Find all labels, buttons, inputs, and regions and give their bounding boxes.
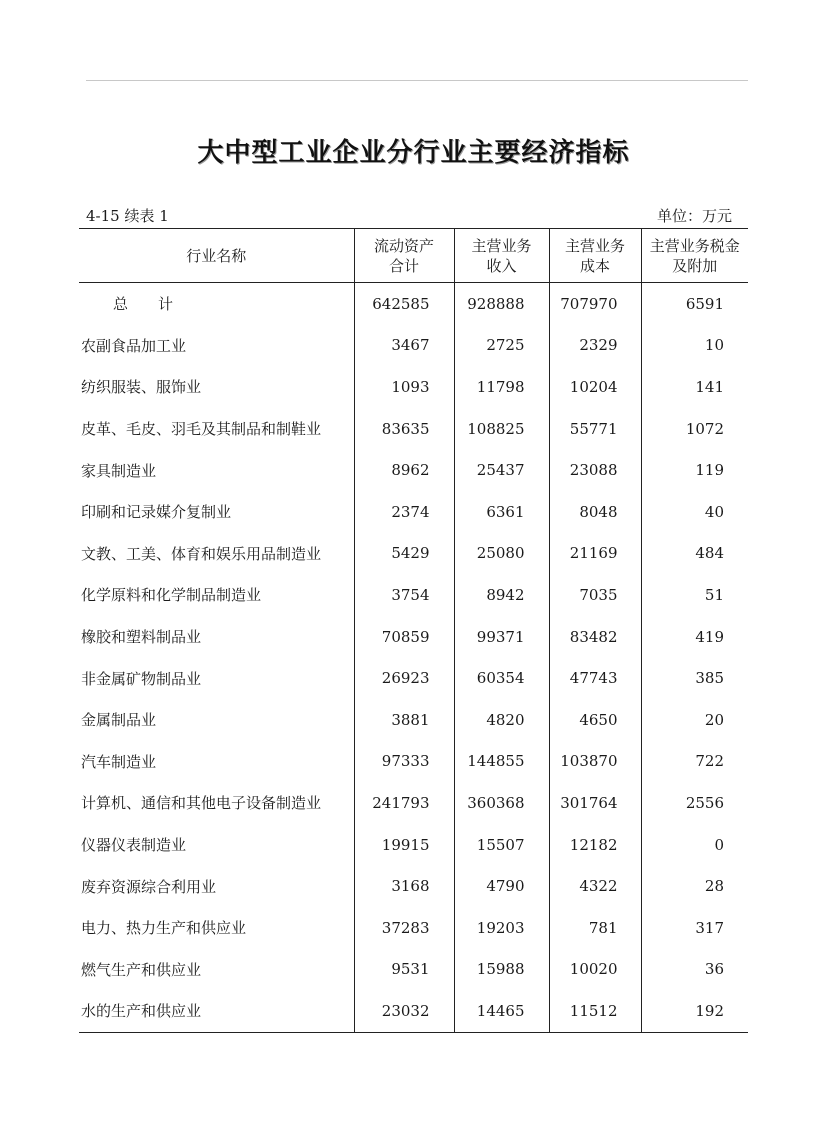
main-cost-value: 2329 — [549, 325, 641, 367]
current-assets-value: 2374 — [354, 491, 454, 533]
main-tax-value: 385 — [641, 657, 748, 699]
table-row — [79, 449, 748, 491]
industry-name: 金属制品业 — [81, 711, 157, 730]
industry-name: 文教、工美、体育和娱乐用品制造业 — [81, 544, 322, 563]
current-assets-value: 83635 — [354, 408, 454, 450]
current-assets-value: 37283 — [354, 907, 454, 949]
table-row — [79, 366, 748, 408]
header-industry-name: 行业名称 — [79, 229, 354, 283]
main-cost-value: 7035 — [549, 574, 641, 616]
main-tax-value: 1072 — [641, 408, 748, 450]
table-row — [79, 325, 748, 367]
table-row — [79, 408, 748, 450]
current-assets-value: 97333 — [354, 741, 454, 783]
main-revenue-value: 360368 — [454, 782, 549, 824]
current-assets-value: 3467 — [354, 325, 454, 367]
main-revenue-value: 60354 — [454, 657, 549, 699]
main-tax-value: 317 — [641, 907, 748, 949]
current-assets-value: 1093 — [354, 366, 454, 408]
indicator-table — [79, 228, 748, 1033]
main-revenue-value: 928888 — [454, 283, 549, 325]
header-main-tax-line1: 主营业务税金 — [649, 236, 740, 255]
industry-name: 非金属矿物制品业 — [81, 669, 202, 688]
main-cost-value: 55771 — [549, 408, 641, 450]
main-cost-value: 10204 — [549, 366, 641, 408]
current-assets-value: 3881 — [354, 699, 454, 741]
current-assets-value: 642585 — [354, 283, 454, 325]
table-header — [79, 229, 748, 283]
unit-label: 单位：万元 — [656, 207, 732, 225]
main-revenue-value: 11798 — [454, 366, 549, 408]
main-revenue-value: 2725 — [454, 325, 549, 367]
main-tax-value: 192 — [641, 990, 748, 1032]
header-main-revenue-line1: 主营业务 — [471, 236, 532, 255]
main-cost-value: 10020 — [549, 949, 641, 991]
main-tax-value: 484 — [641, 533, 748, 575]
current-assets-value: 241793 — [354, 782, 454, 824]
industry-name: 废弃资源综合利用业 — [81, 877, 217, 896]
table-row — [79, 824, 748, 866]
header-main-tax-line2: 及附加 — [672, 256, 718, 275]
industry-name: 计算机、通信和其他电子设备制造业 — [81, 794, 322, 813]
table-row — [79, 782, 748, 824]
main-cost-value: 83482 — [549, 616, 641, 658]
main-tax-value: 141 — [641, 366, 748, 408]
main-tax-value: 10 — [641, 325, 748, 367]
table-row — [79, 949, 748, 991]
main-revenue-value: 4790 — [454, 865, 549, 907]
table-row — [79, 657, 748, 699]
industry-name: 农副食品加工业 — [81, 336, 187, 355]
industry-name: 印刷和记录媒介复制业 — [81, 503, 232, 522]
main-revenue-value: 108825 — [454, 408, 549, 450]
main-revenue-value: 15988 — [454, 949, 549, 991]
current-assets-value: 23032 — [354, 990, 454, 1032]
main-tax-value: 51 — [641, 574, 748, 616]
table-row — [79, 865, 748, 907]
main-revenue-value: 99371 — [454, 616, 549, 658]
current-assets-value: 19915 — [354, 824, 454, 866]
main-cost-value: 103870 — [549, 741, 641, 783]
header-current-assets — [354, 229, 454, 283]
main-tax-value: 2556 — [641, 782, 748, 824]
main-tax-value: 119 — [641, 449, 748, 491]
table-code: 4-15 续表 1 — [86, 207, 169, 225]
current-assets-value: 70859 — [354, 616, 454, 658]
table-body — [79, 283, 748, 1033]
current-assets-value: 8962 — [354, 449, 454, 491]
table-row — [79, 907, 748, 949]
industry-name: 电力、热力生产和供应业 — [81, 919, 247, 938]
main-cost-value: 707970 — [549, 283, 641, 325]
table-row — [79, 616, 748, 658]
main-cost-value: 8048 — [549, 491, 641, 533]
current-assets-value: 3754 — [354, 574, 454, 616]
main-tax-value: 0 — [641, 824, 748, 866]
header-rule — [86, 80, 748, 81]
header-main-cost — [549, 229, 641, 283]
table-row — [79, 533, 748, 575]
industry-name: 水的生产和供应业 — [79, 990, 354, 1032]
industry-name: 橡胶和塑料制品业 — [81, 628, 202, 647]
main-revenue-value: 25080 — [454, 533, 549, 575]
table-row — [79, 491, 748, 533]
industry-name: 燃气生产和供应业 — [81, 960, 202, 979]
main-revenue-value: 6361 — [454, 491, 549, 533]
header-main-tax — [641, 229, 748, 283]
industry-name: 纺织服装、服饰业 — [81, 378, 202, 397]
main-cost-value: 23088 — [549, 449, 641, 491]
current-assets-value: 3168 — [354, 865, 454, 907]
main-tax-value: 722 — [641, 741, 748, 783]
industry-name: 仪器仪表制造业 — [81, 836, 187, 855]
header-row — [79, 229, 748, 283]
main-revenue-value: 8942 — [454, 574, 549, 616]
main-revenue-value: 14465 — [454, 990, 549, 1032]
main-cost-value: 11512 — [549, 990, 641, 1032]
table-row — [79, 699, 748, 741]
total-row — [79, 283, 748, 325]
main-revenue-value: 144855 — [454, 741, 549, 783]
main-cost-value: 4322 — [549, 865, 641, 907]
main-revenue-value: 15507 — [454, 824, 549, 866]
main-revenue-value: 19203 — [454, 907, 549, 949]
industry-name: 家具制造业 — [81, 461, 157, 480]
table-row — [79, 741, 748, 783]
industry-name: 汽车制造业 — [81, 752, 157, 771]
page-title: 大中型工业企业分行业主要经济指标 — [197, 138, 630, 168]
industry-name: 皮革、毛皮、羽毛及其制品和制鞋业 — [81, 420, 322, 439]
main-tax-value: 6591 — [641, 283, 748, 325]
header-current-assets-line1: 流动资产 — [373, 236, 434, 255]
current-assets-value: 5429 — [354, 533, 454, 575]
main-tax-value: 419 — [641, 616, 748, 658]
main-cost-value: 781 — [549, 907, 641, 949]
current-assets-value: 26923 — [354, 657, 454, 699]
header-current-assets-line2: 合计 — [388, 256, 419, 275]
header-main-cost-line2: 成本 — [579, 256, 610, 275]
table-row — [79, 574, 748, 616]
main-revenue-value: 4820 — [454, 699, 549, 741]
main-cost-value: 4650 — [549, 699, 641, 741]
header-main-revenue-line2: 收入 — [486, 256, 517, 275]
header-main-revenue — [454, 229, 549, 283]
main-tax-value: 28 — [641, 865, 748, 907]
main-cost-value: 301764 — [549, 782, 641, 824]
header-main-cost-line1: 主营业务 — [564, 236, 625, 255]
main-revenue-value: 25437 — [454, 449, 549, 491]
main-cost-value: 21169 — [549, 533, 641, 575]
main-cost-value: 12182 — [549, 824, 641, 866]
main-tax-value: 36 — [641, 949, 748, 991]
industry-name: 总 计 — [113, 295, 174, 314]
main-tax-value: 40 — [641, 491, 748, 533]
main-cost-value: 47743 — [549, 657, 641, 699]
table-row — [79, 990, 748, 1032]
industry-name: 化学原料和化学制品制造业 — [81, 586, 262, 605]
main-tax-value: 20 — [641, 699, 748, 741]
current-assets-value: 9531 — [354, 949, 454, 991]
